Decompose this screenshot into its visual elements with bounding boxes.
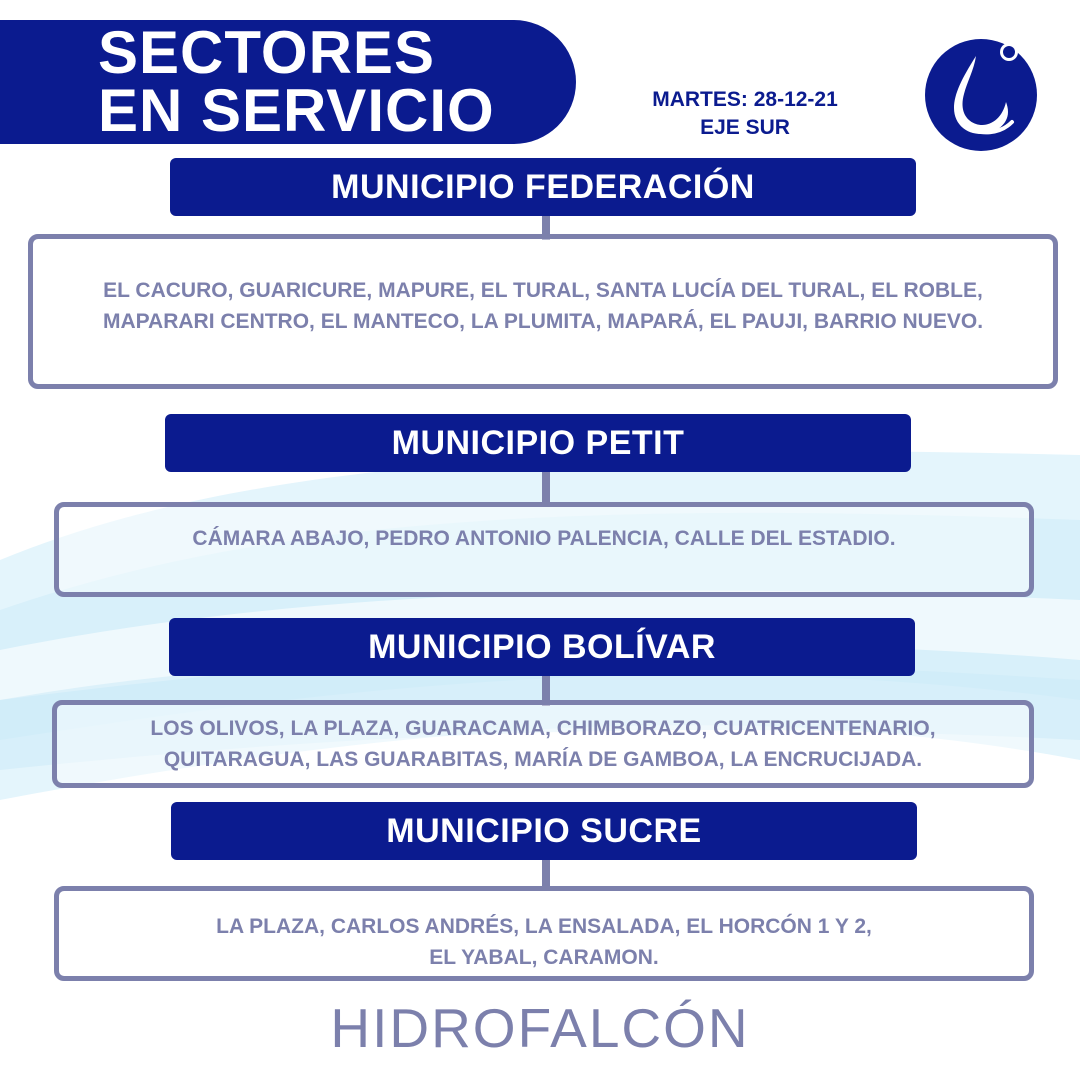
connector-line [542, 468, 550, 506]
municipality-header-federacion: MUNICIPIO FEDERACIÓN [170, 158, 916, 216]
sector-box-federacion [28, 234, 1058, 389]
page-title [98, 19, 495, 144]
date-block [620, 86, 870, 142]
municipality-header-petit: MUNICIPIO PETIT [165, 414, 911, 472]
municipality-header-sucre: MUNICIPIO SUCRE [171, 802, 917, 860]
title-line-1: SECTORES [98, 19, 435, 86]
brand-name: HIDROFALCÓN [330, 997, 750, 1059]
water-drop-logo-icon [924, 38, 1038, 152]
axis-label: EJE SUR [700, 116, 790, 139]
sector-list-federacion: EL CACURO, GUARICURE, MAPURE, EL TURAL, SANTA LUCÍA DEL TURAL, EL ROBLE, MAPARARI CENTRO, EL MANTECO, LA PLUMITA, MAPARÁ, EL PAUJI, BARRIO NUEVO. [102, 279, 984, 333]
title-line-2: EN SERVICIO [98, 77, 495, 144]
sector-list-petit: CÁMARA ABAJO, PEDRO ANTONIO PALENCIA, CALLE DEL ESTADIO. [192, 527, 896, 550]
sector-box-bolivar [52, 700, 1034, 788]
connector-line [542, 856, 550, 890]
sector-box-petit [54, 502, 1034, 597]
municipality-header-bolivar: MUNICIPIO BOLÍVAR [169, 618, 915, 676]
sector-list-bolivar: LOS OLIVOS, LA PLAZA, GUARACAMA, CHIMBORAZO, CUATRICENTENARIO, QUITARAGUA, LAS GUARABITAS, MARÍA DE GAMBOA, LA ENCRUCIJADA. [150, 717, 936, 771]
sector-box-sucre [54, 886, 1034, 981]
sector-list-sucre: LA PLAZA, CARLOS ANDRÉS, LA ENSALADA, EL HORCÓN 1 Y 2, EL YABAL, CARAMON. [216, 915, 872, 969]
date-label: MARTES: 28-12-21 [652, 88, 838, 111]
